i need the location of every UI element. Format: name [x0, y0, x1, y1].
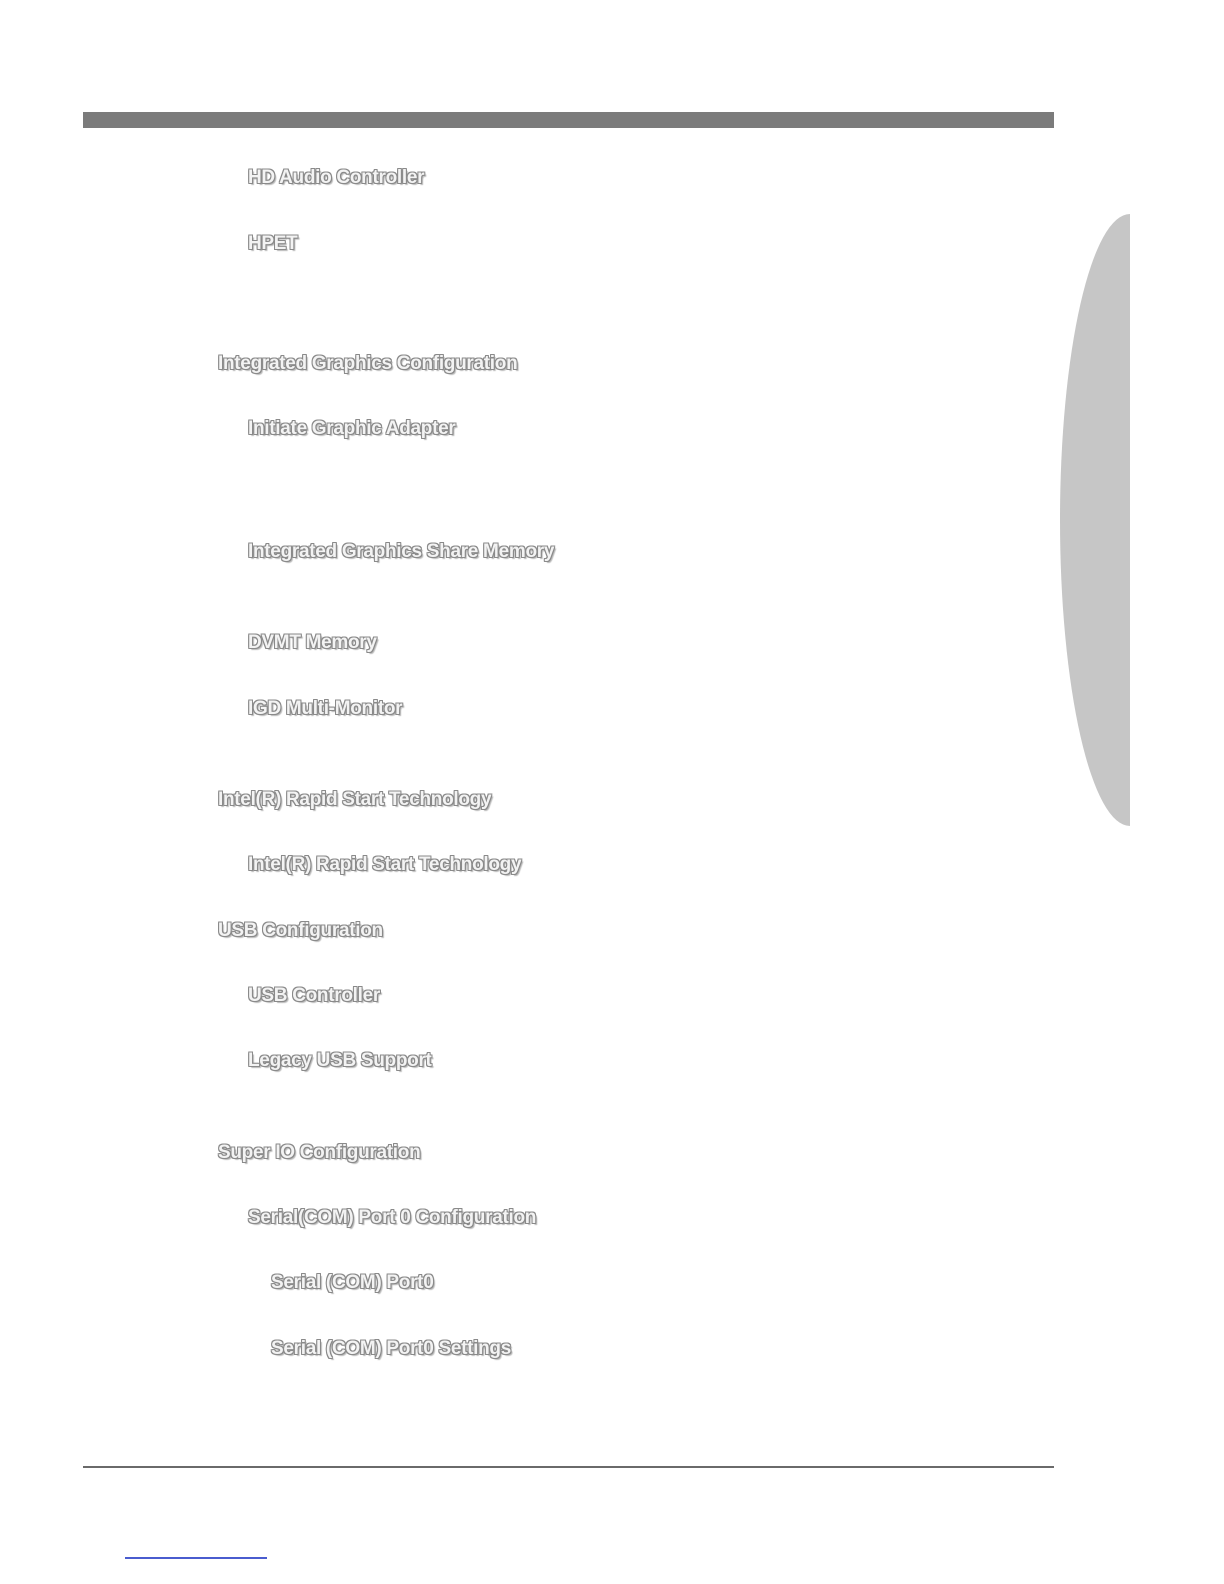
- setting-hpet: HPET: [248, 233, 298, 254]
- setting-serial-com-port0-settings: Serial (COM) Port0 Settings: [271, 1338, 511, 1359]
- section-intel-rapid-start-technology: Intel(R) Rapid Start Technology: [218, 789, 492, 810]
- setting-integrated-graphics-share-memory: Integrated Graphics Share Memory: [248, 541, 555, 562]
- footer-rule: [83, 1466, 1054, 1468]
- setting-serial-com-port0: Serial (COM) Port0: [271, 1272, 434, 1293]
- setting-serial-com-port0-configuration: Serial(COM) Port 0 Configuration: [248, 1207, 537, 1228]
- section-usb-configuration: USB Configuration: [218, 920, 383, 941]
- section-integrated-graphics-configuration: Integrated Graphics Configuration: [218, 353, 518, 374]
- setting-intel-rapid-start-technology: Intel(R) Rapid Start Technology: [248, 854, 522, 875]
- setting-dvmt-memory: DVMT Memory: [248, 632, 377, 653]
- section-super-io-configuration: Super IO Configuration: [218, 1142, 421, 1163]
- setting-hd-audio-controller: HD Audio Controller: [248, 167, 425, 188]
- footer-link-underline[interactable]: [125, 1557, 267, 1559]
- setting-initiate-graphic-adapter: Initiate Graphic Adapter: [248, 418, 456, 439]
- setting-igd-multi-monitor: IGD Multi-Monitor: [248, 698, 403, 719]
- chapter-side-tab: [1060, 214, 1130, 826]
- header-bar: [83, 112, 1054, 128]
- setting-usb-controller: USB Controller: [248, 985, 380, 1006]
- setting-legacy-usb-support: Legacy USB Support: [248, 1050, 432, 1071]
